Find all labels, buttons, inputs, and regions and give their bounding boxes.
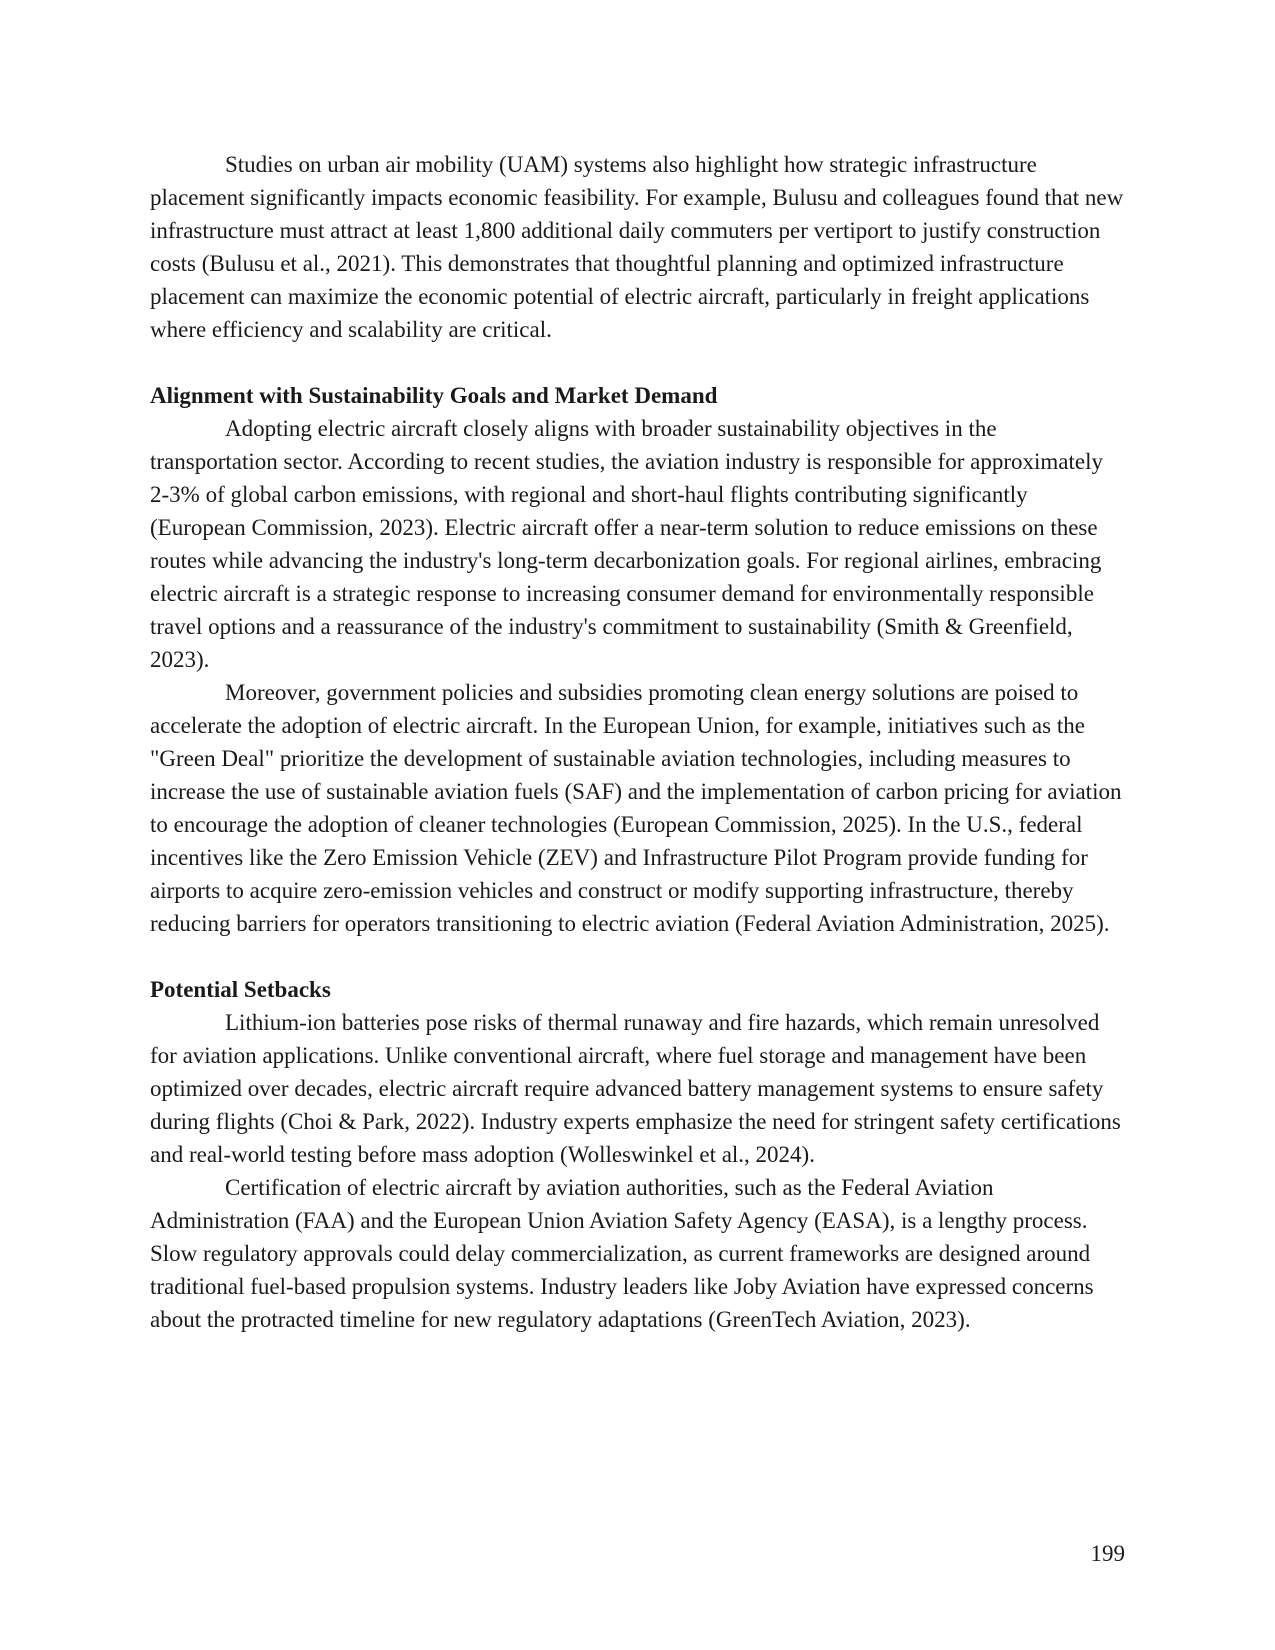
- sustainability-paragraph-2: Moreover, government policies and subsidies promoting clean energy solutions are poised to accelerate the adoption of electric aircraft. In the European Union, for example, initiatives such as the "Green Deal" prioritize the development of sustainable aviation technologies, including measures to increase the use of sustainable aviation fuels (SAF) and the implementation of carbon pricing for aviation to encourage the adoption of cleaner technologies (European Commission, 2025). In the U.S., federal incentives like the Zero Emission Vehicle (ZEV) and Infrastructure Pilot Program provide funding for airports to acquire zero-emission vehicles and construct or modify supporting infrastructure, thereby reducing barriers for operators transitioning to electric aviation (Federal Aviation Administration, 2025).: [150, 680, 1122, 936]
- section-heading-sustainability: Alignment with Sustainability Goals and Market Demand: [150, 383, 718, 408]
- setbacks-paragraph-2: Certification of electric aircraft by aviation authorities, such as the Federal Aviation Administration (FAA) and the European Union Aviation Safety Agency (EASA), is a lengthy process. Slow regulatory approvals could delay commercialization, as current frameworks are designed around traditional fuel-based propulsion systems. Industry leaders like Joby Aviation have expressed concerns about the protracted timeline for new regulatory adaptations (GreenTech Aviation, 2023).: [150, 1175, 1094, 1332]
- page-content: [150, 148, 1125, 1336]
- section-spacer: [150, 346, 1125, 379]
- section-heading-setbacks: Potential Setbacks: [150, 977, 331, 1002]
- section-spacer: [150, 940, 1125, 973]
- setbacks-paragraph-1: Lithium-ion batteries pose risks of thermal runaway and fire hazards, which remain unresolved for aviation applications. Unlike conventional aircraft, where fuel storage and management have been optimized over decades, electric aircraft require advanced battery management systems to ensure safety during flights (Choi & Park, 2022). Industry experts emphasize the need for stringent safety certifications and real-world testing before mass adoption (Wolleswinkel et al., 2024).: [150, 1010, 1121, 1167]
- sustainability-paragraph-1: Adopting electric aircraft closely aligns with broader sustainability objectives in the transportation sector. According to recent studies, the aviation industry is responsible for approximately 2-3% of global carbon emissions, with regional and short-haul flights contributing significantly (European Commission, 2023). Electric aircraft offer a near-term solution to reduce emissions on these routes while advancing the industry's long-term decarbonization goals. For regional airlines, embracing electric aircraft is a strategic response to increasing consumer demand for environmentally responsible travel options and a reassurance of the industry's commitment to sustainability (Smith & Greenfield, 2023).: [150, 416, 1103, 672]
- intro-paragraph: Studies on urban air mobility (UAM) systems also highlight how strategic infrastructure placement significantly impacts economic feasibility. For example, Bulusu and colleagues found that new infrastructure must attract at least 1,800 additional daily commuters per vertiport to justify construction costs (Bulusu et al., 2021). This demonstrates that thoughtful planning and optimized infrastructure placement can maximize the economic potential of electric aircraft, particularly in freight applications where efficiency and scalability are critical.: [150, 152, 1124, 342]
- page-number: 199: [1090, 1541, 1125, 1566]
